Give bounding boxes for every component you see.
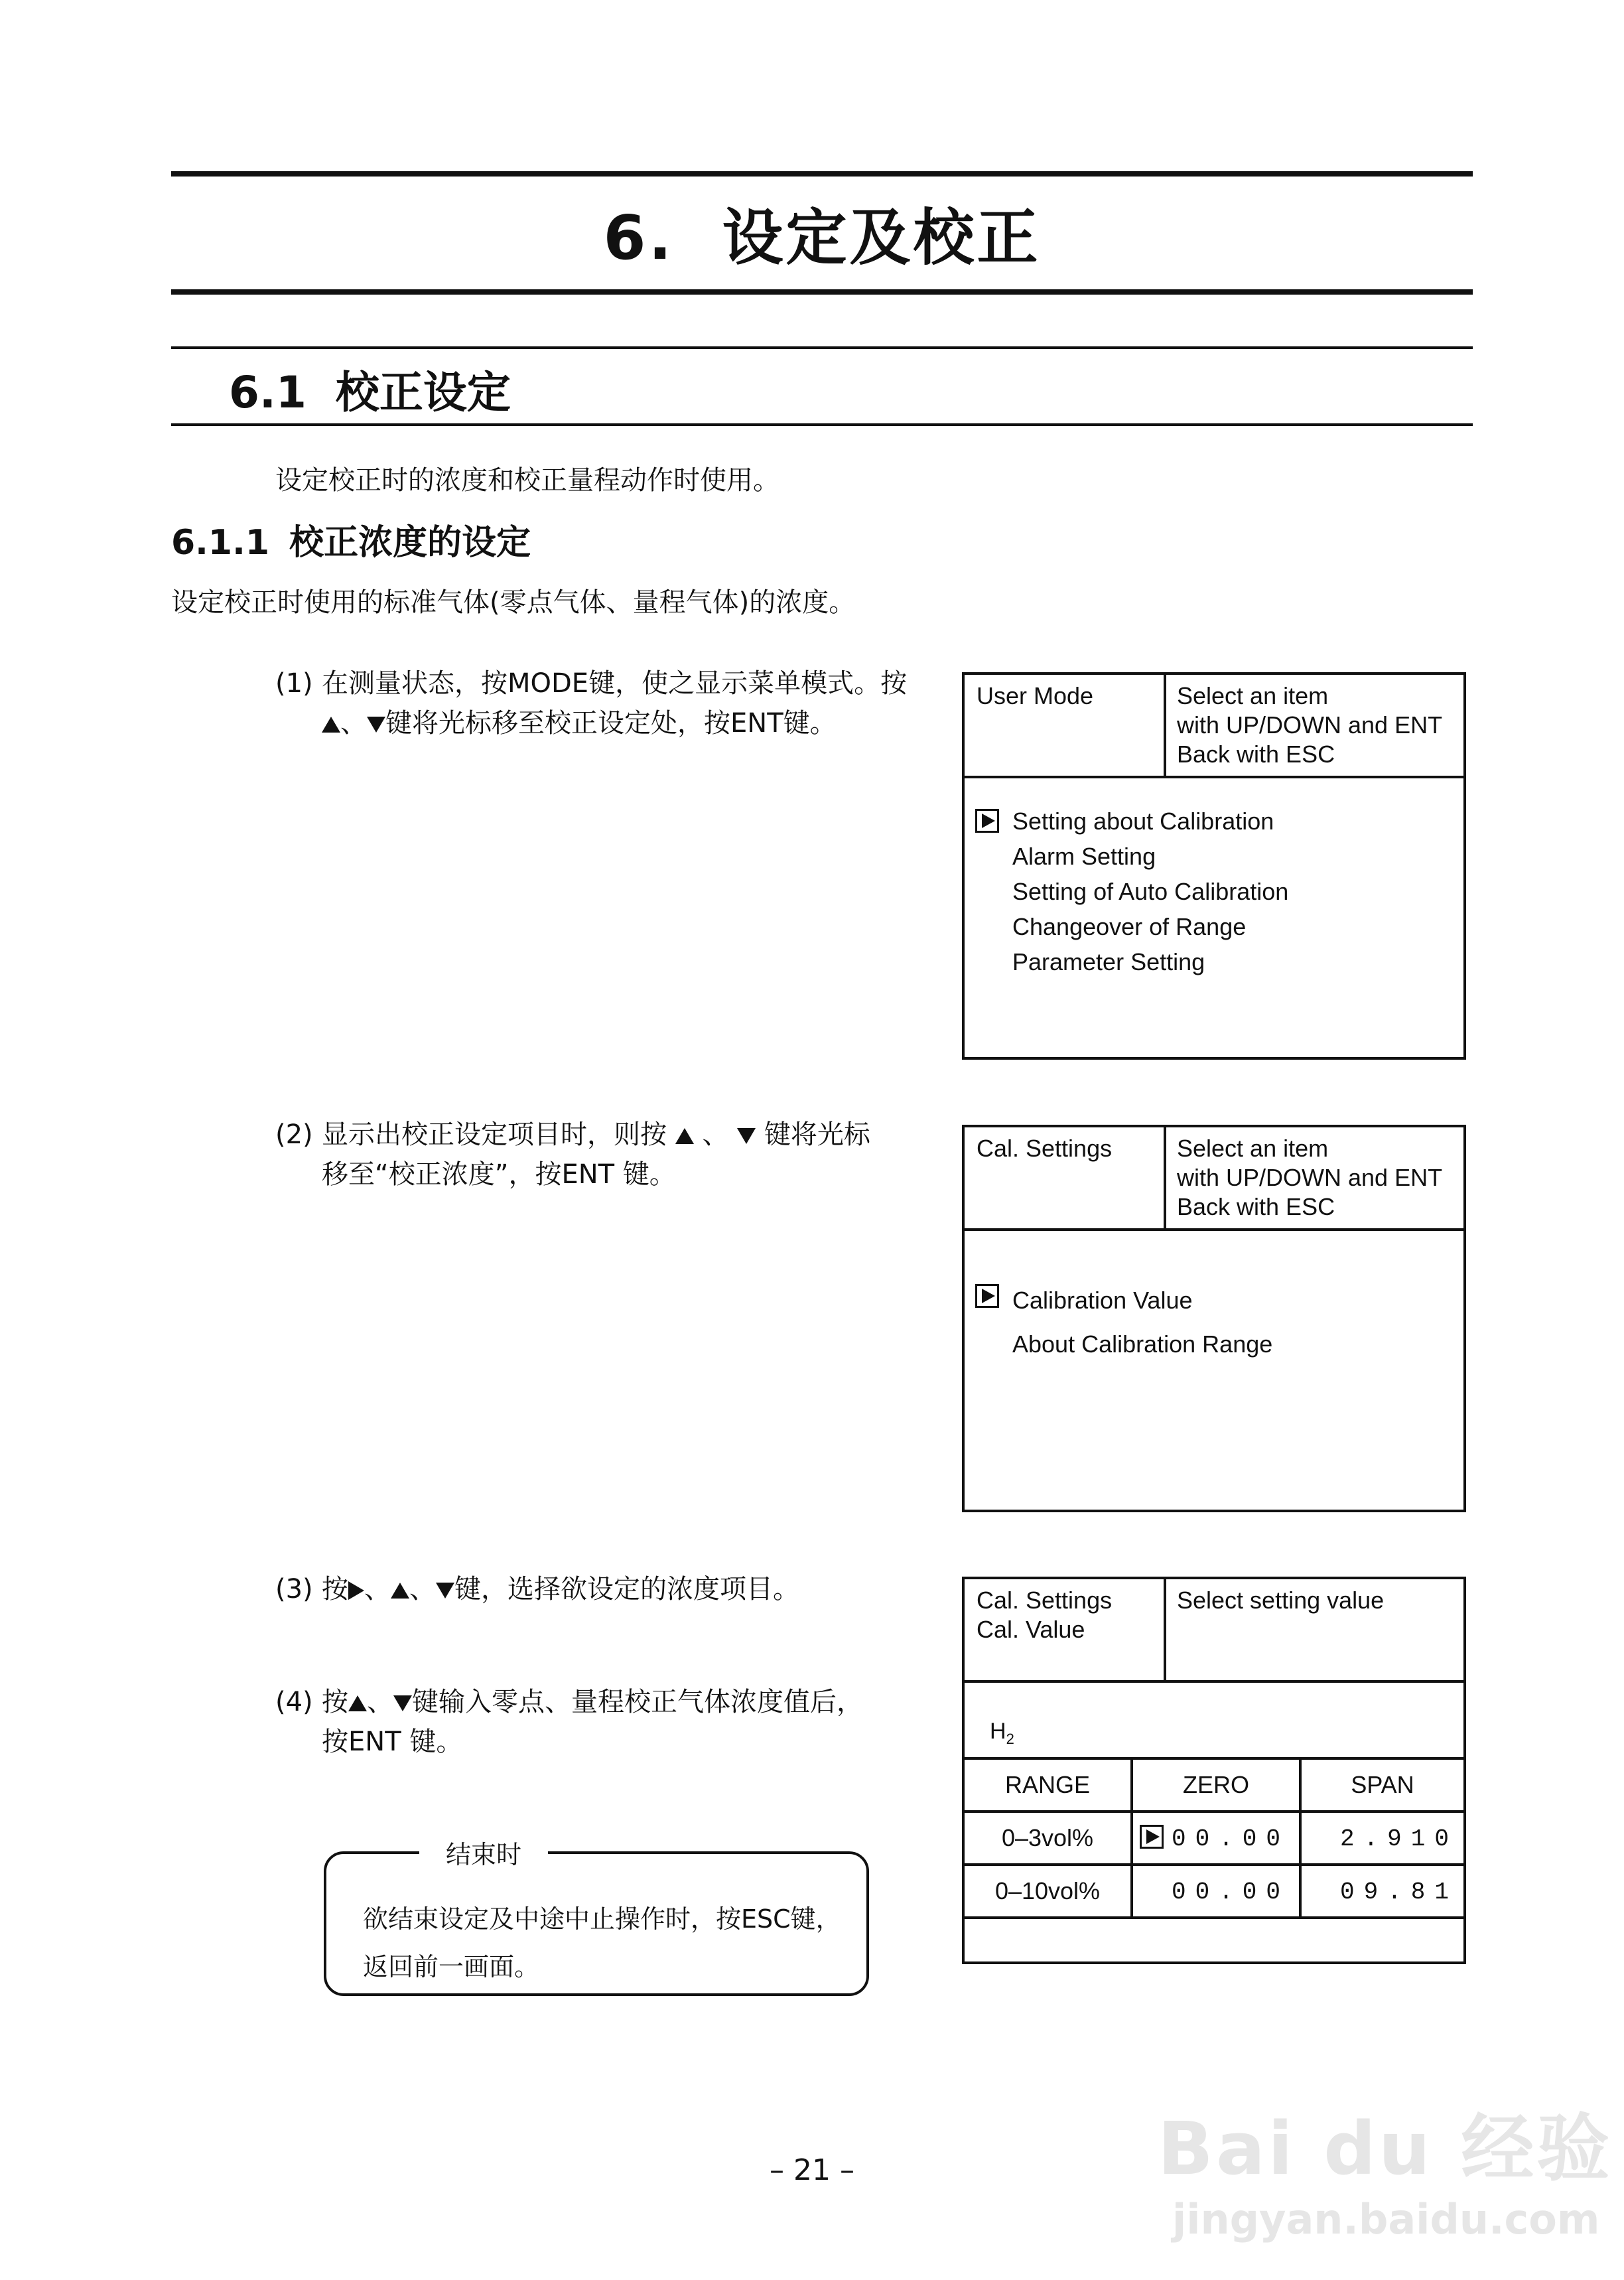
table-row xyxy=(965,1812,1463,1865)
chapter-number: 6. xyxy=(603,202,675,273)
step-2 xyxy=(275,1115,932,1194)
note-label: 结束时 xyxy=(419,1834,548,1871)
subsection-intro: 设定校正时使用的标准气体(零点气体、量程气体)的浓度。 xyxy=(171,587,856,618)
up-arrow-icon xyxy=(675,1128,694,1144)
cursor-icon xyxy=(975,809,999,833)
panel-instructions: Select setting value xyxy=(1177,1587,1385,1614)
section-top-rule xyxy=(171,346,1473,349)
calibration-table xyxy=(965,1757,1463,1919)
right-arrow-icon xyxy=(348,1581,364,1600)
zero-cell[interactable]: 00.00 xyxy=(1132,1812,1300,1865)
step-4 xyxy=(275,1682,932,1762)
gas-label: $H_2$ xyxy=(990,1719,1014,1747)
table-row xyxy=(965,1865,1463,1918)
down-arrow-icon xyxy=(393,1695,412,1711)
subsection-title xyxy=(171,514,531,564)
range-cell: 0–10vol% xyxy=(965,1865,1132,1918)
section-title xyxy=(229,357,511,420)
menu-item[interactable]: Parameter Setting xyxy=(1012,948,1205,975)
up-arrow-icon xyxy=(391,1583,409,1599)
range-cell: 0–3vol% xyxy=(965,1812,1132,1865)
panel-header xyxy=(965,675,1463,778)
panel-instructions: Select an item with UP/DOWN and ENT Back with ESC xyxy=(1177,1135,1443,1220)
watermark-url: jingyan.baidu.com xyxy=(1172,2195,1600,2244)
zero-cell[interactable]: 00.00 xyxy=(1132,1865,1300,1918)
menu-item[interactable]: Setting of Auto Calibration xyxy=(1012,878,1289,905)
down-arrow-icon xyxy=(436,1583,454,1599)
step-text: 在测量状态，按MODE键，使之显示菜单模式。按 、 键将光标移至校正设定处，按ENT键。 xyxy=(322,668,908,739)
subsection-number: 6.1.1 xyxy=(171,523,270,563)
note-text: 欲结束设定及中途中止操作时，按ESC键， 返回前一画面。 xyxy=(363,1904,841,1981)
panel-header xyxy=(965,1127,1463,1231)
step-text: 按 、 键输入零点、量程校正气体浓度值后， 按ENT 键。 xyxy=(322,1687,863,1757)
up-arrow-icon xyxy=(322,717,340,733)
section-intro: 设定校正时的浓度和校正量程动作时使用。 xyxy=(275,465,779,496)
screen-panel-cal-value xyxy=(962,1577,1466,1964)
cursor-icon xyxy=(975,1284,999,1308)
panel-instructions: Select an item with UP/DOWN and ENT Back with ESC xyxy=(1177,682,1443,768)
span-cell[interactable]: 09.81 xyxy=(1300,1865,1463,1918)
panel-mode-label: Cal. Settings xyxy=(977,1135,1113,1162)
up-arrow-icon xyxy=(348,1695,367,1711)
end-note-box xyxy=(324,1840,869,1996)
table-header-row xyxy=(965,1758,1463,1812)
step-1 xyxy=(275,664,932,743)
screen-panel-user-mode xyxy=(962,672,1466,1060)
column-header: SPAN xyxy=(1300,1758,1463,1812)
column-header: RANGE xyxy=(965,1758,1132,1812)
screen-panel-cal-settings xyxy=(962,1125,1466,1512)
watermark-logo: Bai du 经验 xyxy=(1158,2106,1613,2191)
step-number: (2) xyxy=(275,1119,313,1150)
section-bottom-rule xyxy=(171,423,1473,426)
menu-list xyxy=(1012,804,1288,979)
down-arrow-icon xyxy=(737,1128,756,1144)
menu-item[interactable]: Calibration Value xyxy=(1012,1287,1193,1314)
column-header: ZERO xyxy=(1132,1758,1300,1812)
chapter-title-text: 设定及校正 xyxy=(722,202,1041,273)
subsection-title-text: 校正浓度的设定 xyxy=(289,523,531,563)
section-number: 6.1 xyxy=(229,367,306,418)
step-3 xyxy=(275,1569,932,1609)
menu-list xyxy=(1012,1279,1272,1366)
page-number: – 21 – xyxy=(770,2153,854,2187)
panel-mode-label: Cal. Settings Cal. Value xyxy=(977,1587,1113,1643)
span-cell[interactable]: 2.910 xyxy=(1300,1812,1463,1865)
step-number: (3) xyxy=(275,1574,313,1604)
menu-item[interactable]: Setting about Calibration xyxy=(1012,808,1274,835)
chapter-title xyxy=(171,189,1473,277)
cursor-icon xyxy=(1140,1825,1164,1849)
step-text: 显示出校正设定项目时，则按 、 键将光标 移至“校正浓度”，按ENT 键。 xyxy=(322,1119,870,1190)
section-title-text: 校正设定 xyxy=(335,367,511,418)
down-arrow-icon xyxy=(367,717,385,733)
step-number: (4) xyxy=(275,1687,313,1717)
menu-item[interactable]: About Calibration Range xyxy=(1012,1330,1273,1358)
panel-header xyxy=(965,1579,1463,1683)
menu-item[interactable]: Changeover of Range xyxy=(1012,913,1247,940)
chapter-bottom-rule xyxy=(171,289,1473,295)
panel-mode-label: User Mode xyxy=(977,682,1094,709)
step-number: (1) xyxy=(275,668,313,699)
watermark xyxy=(1158,2090,1612,2244)
step-text: 按 、 、 键，选择欲设定的浓度项目。 xyxy=(322,1574,799,1604)
menu-item[interactable]: Alarm Setting xyxy=(1012,843,1156,870)
chapter-top-rule xyxy=(171,171,1473,177)
